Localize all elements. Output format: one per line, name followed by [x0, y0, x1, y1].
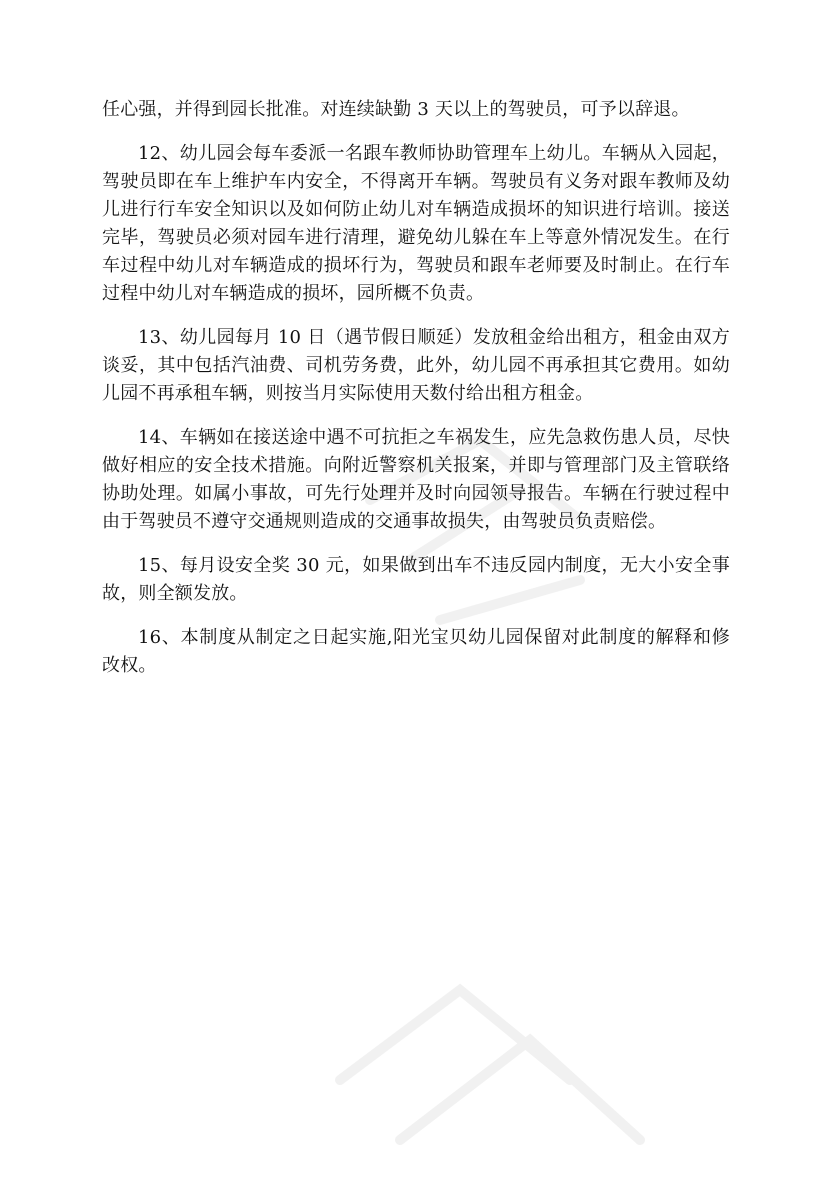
paragraph-item-14: 14、车辆如在接送途中遇不可抗拒之车祸发生，应先急救伤患人员，尽快做好相应的安全技术措施。向附近警察机关报案，并即与管理部门及主管联络协助处理。如属小事故，可先行处理并及时向园领导报告。车辆在行驶过程中由于驾驶员不遵守交通规则造成的交通事故损失，由驾驶员负责赔偿。: [102, 427, 730, 532]
paragraph-item-12: 12、幼儿园会每车委派一名跟车教师协助管理车上幼儿。车辆从入园起，驾驶员即在车上维护车内安全，不得离开车辆。驾驶员有义务对跟车教师及幼儿进行行车安全知识以及如何防止幼儿对车辆造成损坏的知识进行培训。接送完毕，驾驶员必须对园车进行清理，避免幼儿躲在车上等意外情况发生。在行车过程中幼儿对车辆造成的损坏行为，驾驶员和跟车老师要及时制止。在行车过程中幼儿对车辆造成的损坏，园所概不负责。: [102, 143, 730, 304]
paragraph-item-13: 13、幼儿园每月 10 日（遇节假日顺延）发放租金给出租方，租金由双方谈妥，其中包括汽油费、司机劳务费，此外，幼儿园不再承担其它费用。如幼儿园不再承租车辆，则按当月实际使用天数付给出租方租金。: [102, 327, 730, 404]
paragraph-item-16: 16、本制度从制定之日起实施,阳光宝贝幼儿园保留对此制度的解释和修改权。: [102, 627, 730, 676]
document-body: [102, 96, 730, 696]
paragraph-continuation: 任心强，并得到园长批准。对连续缺勤 3 天以上的驾驶员，可予以辞退。: [102, 99, 690, 120]
paragraph-item-15: 15、每月设安全奖 30 元，如果做到出车不违反园内制度，无大小安全事故，则全额发放。: [102, 555, 730, 604]
